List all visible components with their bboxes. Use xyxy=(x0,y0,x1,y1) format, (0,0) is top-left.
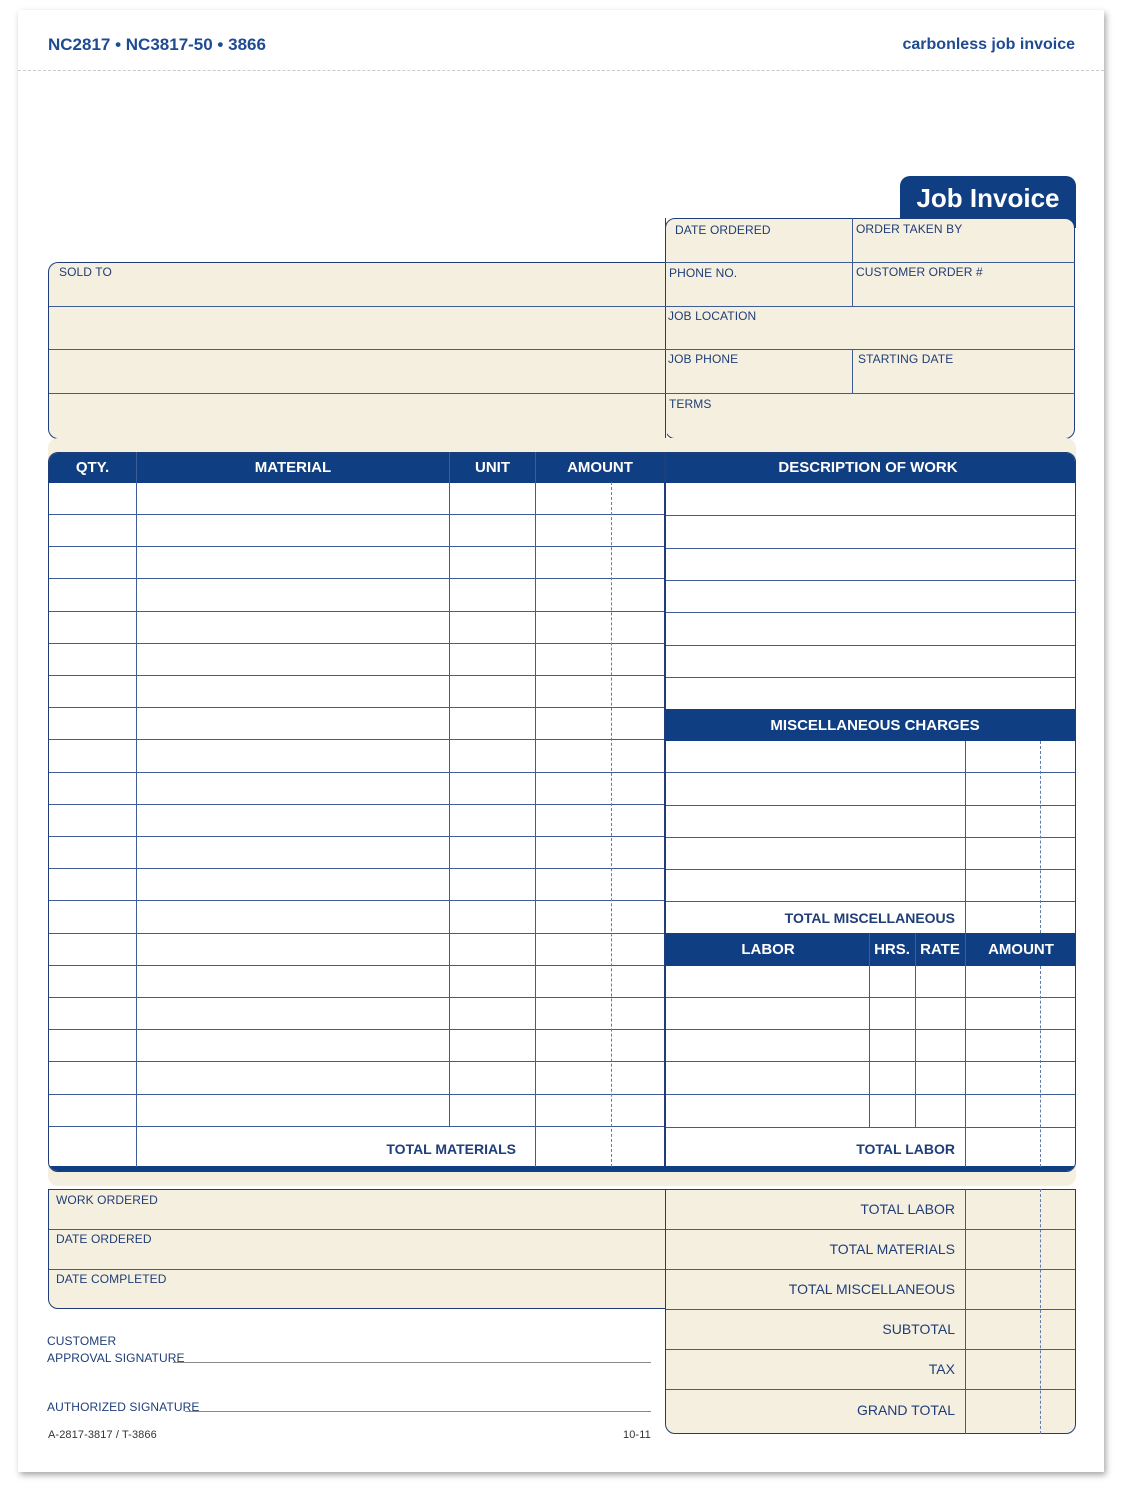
form-codes: NC2817 • NC3817-50 • 3866 xyxy=(48,35,266,54)
labor-line xyxy=(666,1029,1075,1030)
summary-grand-total: GRAND TOTAL xyxy=(856,1402,955,1418)
customer-signature-label-1: CUSTOMER xyxy=(47,1334,117,1348)
table-row xyxy=(49,1094,664,1095)
col-labor: LABOR xyxy=(741,941,795,958)
job-phone-label: JOB PHONE xyxy=(668,352,739,366)
table-row xyxy=(49,1061,664,1062)
table-row xyxy=(49,772,664,773)
misc-line xyxy=(666,772,1075,773)
table-row xyxy=(49,1029,664,1030)
description-line xyxy=(666,548,1075,549)
misc-header: MISCELLANEOUS CHARGES xyxy=(770,717,980,734)
total-materials-label: TOTAL MATERIALS xyxy=(386,1141,516,1157)
description-line xyxy=(666,645,1075,646)
brand-text: carbonless job invoice xyxy=(902,36,1075,53)
summary-tax: TAX xyxy=(928,1361,955,1377)
description-line xyxy=(666,677,1075,678)
description-line xyxy=(666,580,1075,581)
terms-label: TERMS xyxy=(669,397,712,411)
customer-order-label: CUSTOMER ORDER # xyxy=(856,265,983,279)
total-labor-label: TOTAL LABOR xyxy=(856,1141,955,1157)
col-description: DESCRIPTION OF WORK xyxy=(778,459,958,476)
table-row xyxy=(49,707,664,708)
misc-line xyxy=(666,901,1075,902)
table-row xyxy=(49,997,664,998)
perforation-line xyxy=(18,70,1104,71)
page-title: Job Invoice xyxy=(916,183,1060,213)
work-date-ordered-label: DATE ORDERED xyxy=(56,1232,152,1246)
col-qty: QTY. xyxy=(75,459,110,476)
table-row xyxy=(49,546,664,547)
main-table xyxy=(48,452,1076,1172)
section-divider xyxy=(664,452,666,1167)
col-labor-amount: AMOUNT xyxy=(988,941,1054,958)
col-material: MATERIAL xyxy=(254,459,332,476)
work-box xyxy=(48,1189,666,1309)
customer-signature-label-2: APPROVAL SIGNATURE xyxy=(47,1351,185,1365)
col-amount: AMOUNT xyxy=(567,459,633,476)
table-row xyxy=(49,643,664,644)
order-taken-by-label: ORDER TAKEN BY xyxy=(856,222,963,236)
sold-to-box xyxy=(48,262,667,439)
table-row xyxy=(49,578,664,579)
table-row xyxy=(49,933,664,934)
table-row xyxy=(49,611,664,612)
table-row xyxy=(49,675,664,676)
customer-signature-line[interactable] xyxy=(173,1362,651,1363)
table-row xyxy=(49,804,664,805)
summary-box xyxy=(665,1189,1076,1434)
info-divider xyxy=(665,218,666,439)
table-row xyxy=(49,965,664,966)
sold-to-label: SOLD TO xyxy=(59,265,112,279)
job-location-label: JOB LOCATION xyxy=(668,309,757,323)
col-rate: RATE xyxy=(920,941,960,958)
summary-total-misc: TOTAL MISCELLANEOUS xyxy=(788,1281,955,1297)
col-unit: UNIT xyxy=(475,459,510,476)
table-row xyxy=(49,514,664,515)
starting-date-label: STARTING DATE xyxy=(858,352,954,366)
description-line xyxy=(666,515,1075,516)
col-hrs: HRS. xyxy=(874,941,910,958)
misc-line xyxy=(666,869,1075,870)
labor-line xyxy=(666,1061,1075,1062)
table-row xyxy=(49,868,664,869)
table-row xyxy=(49,1126,664,1127)
description-line xyxy=(666,612,1075,613)
summary-subtotal: SUBTOTAL xyxy=(882,1321,955,1337)
summary-total-materials: TOTAL MATERIALS xyxy=(829,1241,955,1257)
labor-line xyxy=(666,1127,1075,1128)
total-misc-label: TOTAL MISCELLANEOUS xyxy=(784,910,955,926)
authorized-signature-label: AUTHORIZED SIGNATURE xyxy=(47,1400,200,1414)
order-info-box xyxy=(665,218,1075,439)
table-row xyxy=(49,739,664,740)
work-ordered-label: WORK ORDERED xyxy=(56,1193,158,1207)
form-code: A-2817-3817 / T-3866 xyxy=(48,1429,157,1441)
authorized-signature-line[interactable] xyxy=(185,1411,651,1412)
phone-no-label: PHONE NO. xyxy=(669,266,738,280)
table-row xyxy=(49,836,664,837)
summary-total-labor: TOTAL LABOR xyxy=(860,1201,955,1217)
revision-code: 10-11 xyxy=(623,1429,651,1441)
misc-line xyxy=(666,837,1075,838)
misc-line xyxy=(666,805,1075,806)
date-ordered-label: DATE ORDERED xyxy=(675,223,771,237)
table-row xyxy=(49,900,664,901)
date-completed-label: DATE COMPLETED xyxy=(56,1272,167,1286)
labor-line xyxy=(666,1094,1075,1095)
labor-line xyxy=(666,997,1075,998)
